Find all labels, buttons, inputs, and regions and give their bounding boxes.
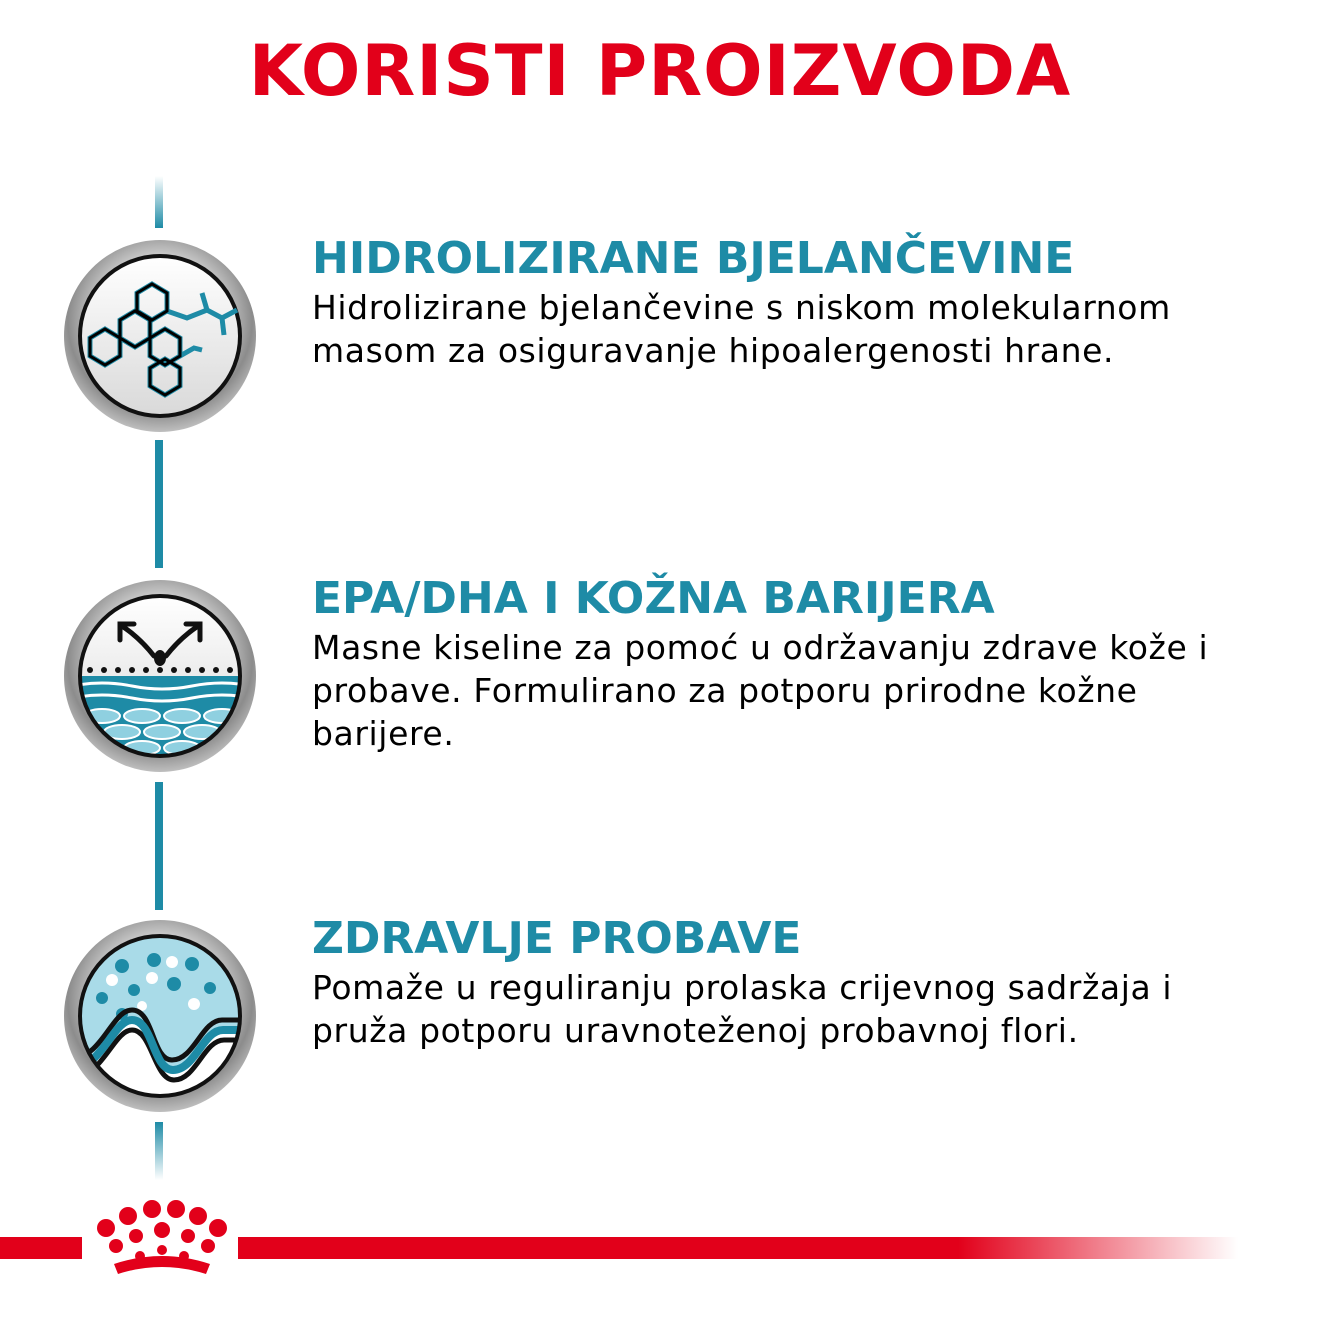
benefit-description: Hidrolizirane bjelančevine s niskom molekularnom masom za osiguravanje hipoalergenosti hrane. bbox=[312, 288, 1171, 370]
benefit-description: Pomaže u reguliranju prolaska crijevnog sadržaja i pruža potporu uravnoteženoj probavnoj flori. bbox=[312, 968, 1173, 1050]
royal-canin-crown-logo bbox=[92, 1198, 232, 1284]
timeline-line bbox=[155, 782, 163, 910]
benefit-title: ZDRAVLJE PROBAVE bbox=[312, 913, 802, 964]
footer-bar bbox=[238, 1237, 1238, 1259]
benefit-item bbox=[312, 912, 1292, 1052]
timeline-line bbox=[155, 176, 163, 228]
footer-bar bbox=[0, 1237, 82, 1259]
benefit-title: EPA/DHA I KOŽNA BARIJERA bbox=[312, 573, 995, 624]
digestive-icon bbox=[62, 918, 258, 1114]
benefit-item bbox=[312, 232, 1292, 372]
benefit-title: HIDROLIZIRANE BJELANČEVINE bbox=[312, 233, 1075, 284]
page-title: KORISTI PROIZVODA bbox=[248, 30, 1072, 112]
molecule-icon bbox=[62, 238, 258, 434]
skin-barrier-icon bbox=[62, 578, 258, 774]
timeline-line bbox=[155, 1122, 163, 1180]
benefit-item bbox=[312, 572, 1292, 755]
benefit-description: Masne kiseline za pomoć u održavanju zdrave kože i probave. Formulirano za potporu prirodne kožne barijere. bbox=[312, 628, 1209, 753]
timeline-line bbox=[155, 440, 163, 568]
